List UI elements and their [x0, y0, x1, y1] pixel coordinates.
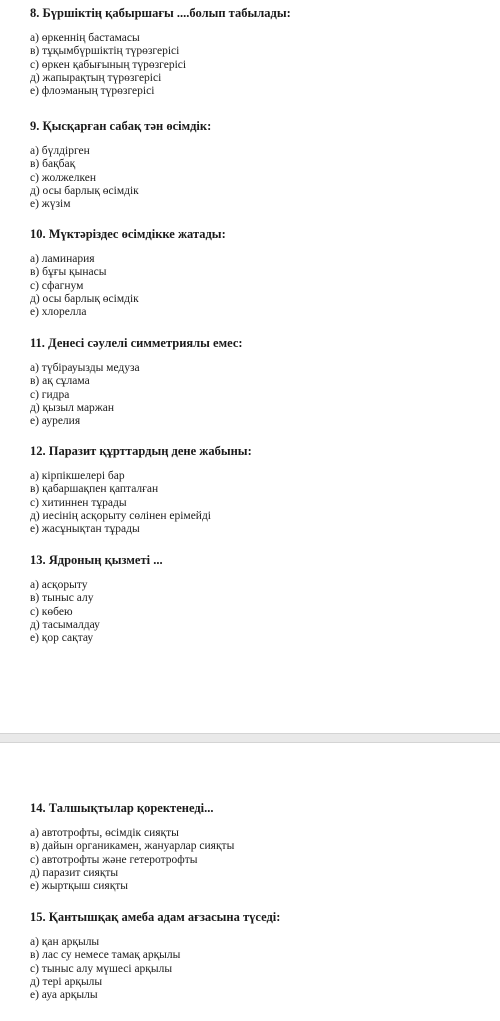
question-11 [30, 336, 490, 428]
question-title: 10. Мүктәріздес өсімдікке жатады: [30, 227, 226, 241]
answer-option: с) гидра [30, 388, 70, 401]
answer-option: е) аурелия [30, 415, 81, 428]
answer-option: в) бақбақ [30, 158, 76, 171]
answer-option: а) қан арқылы [30, 936, 100, 948]
question-title: 12. Паразит құрттардың дене жабыны: [30, 444, 252, 458]
answer-option: д) осы барлық өсімдік [30, 184, 139, 197]
answer-option: в) тұқымбүршіктің түрөзгерісі [30, 45, 180, 58]
answer-option: д) тері арқылы [30, 975, 103, 988]
answer-option: д) жапырақтың түрөзгерісі [30, 71, 162, 84]
answer-option: а) түбірауызды медуза [30, 362, 140, 374]
answer-option: с) сфагнум [30, 279, 84, 292]
answer-option: в) қабаршақпен қапталған [30, 483, 159, 496]
answer-option: д) тасымалдау [30, 618, 100, 631]
answer-option: с) тыныс алу мүшесі арқылы [30, 962, 173, 975]
answer-option: с) өркен қабығының түрөзгерісі [30, 58, 187, 71]
answer-option: в) дайын органикамен, жануарлар сияқты [30, 840, 235, 853]
question-9 [30, 119, 490, 211]
question-title: 14. Талшықтылар қоректенеді... [30, 801, 214, 815]
answer-option: а) бүлдірген [30, 145, 90, 157]
question-14 [30, 801, 490, 893]
answer-option: д) қызыл маржан [30, 401, 115, 414]
answer-option: д) паразит сияқты [30, 866, 119, 879]
answer-option: е) ауа арқылы [30, 989, 98, 1002]
answer-option: с) жолжелкен [30, 171, 97, 184]
question-10 [30, 227, 490, 319]
question-title: 11. Денесі сәулелі симметриялы емес: [30, 336, 243, 350]
question-8 [30, 6, 490, 98]
answer-option: а) өркеннің бастамасы [30, 32, 140, 44]
question-title: 9. Қысқарған сабақ тән өсімдік: [30, 119, 212, 133]
question-title: 15. Қантышқақ амеба адам ағзасына түседі: [30, 910, 281, 924]
answer-option: е) жасұнықтан тұрады [30, 523, 140, 536]
answer-option: а) ламинария [30, 253, 95, 265]
answer-option: е) жыртқыш сияқты [30, 880, 129, 893]
answer-option: а) кірпікшелері бар [30, 470, 125, 482]
answer-option: в) лас су немесе тамақ арқылы [30, 949, 181, 962]
answer-option: е) қор сақтау [30, 632, 94, 645]
answer-option: в) тыныс алу [30, 592, 94, 605]
answer-option: е) флоэманың түрөзгерісі [30, 85, 155, 98]
answer-option: д) осы барлық өсімдік [30, 292, 139, 305]
answer-option: с) көбею [30, 605, 73, 618]
answer-option: а) автотрофты, өсімдік сияқты [30, 827, 179, 839]
question-title: 8. Бүршіктің қабыршағы ....болып табылады: [30, 6, 291, 20]
answer-option: с) автотрофты және гетеротрофты [30, 853, 198, 866]
answer-option: а) асқорыту [30, 579, 88, 591]
answer-option: д) иесінің асқорыту сөлінен ерімейді [30, 509, 212, 522]
question-12 [30, 444, 490, 536]
page-separator [0, 733, 500, 743]
document-page-2 [0, 743, 500, 1021]
answer-option: с) хитиннен тұрады [30, 496, 127, 509]
answer-option: в) бұғы қынасы [30, 266, 107, 279]
answer-option: в) ақ сұлама [30, 375, 90, 388]
answer-option: е) жүзім [30, 198, 71, 211]
question-15 [30, 910, 490, 1002]
answer-option: е) хлорелла [30, 306, 87, 319]
question-13 [30, 553, 490, 645]
question-title: 13. Ядроның қызметі ... [30, 553, 163, 567]
